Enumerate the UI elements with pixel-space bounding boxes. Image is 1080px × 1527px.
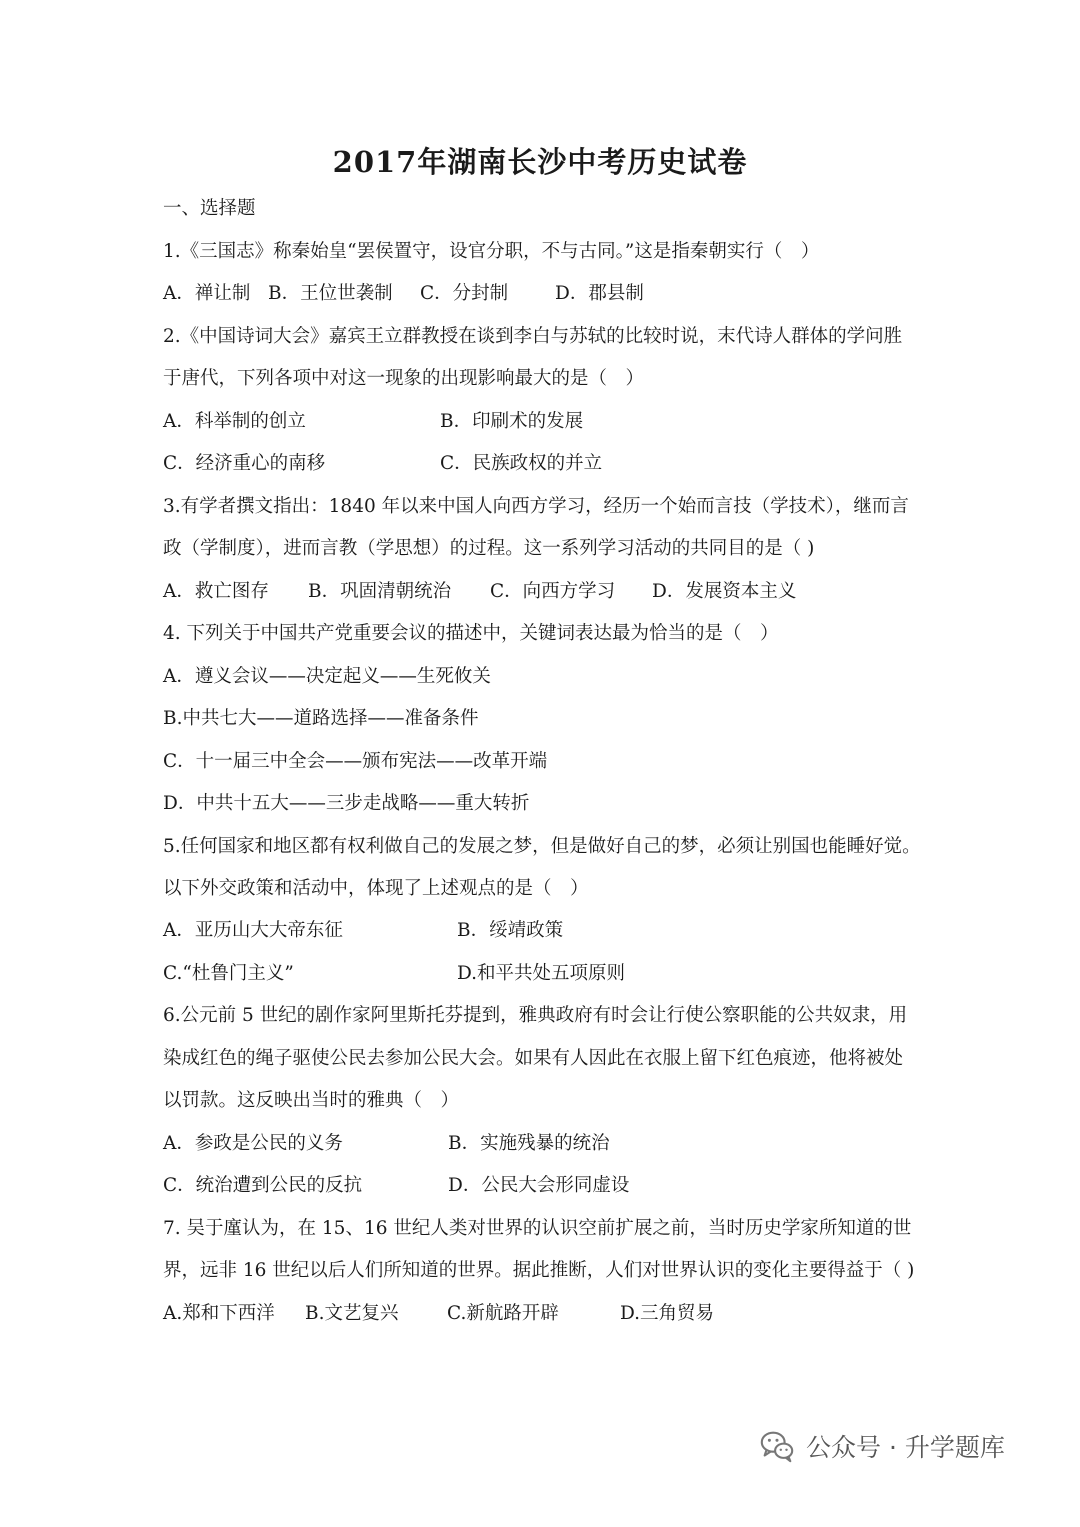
page-title: 2017年湖南长沙中考历史试卷 [332, 145, 748, 179]
question-5-option-d: D.和平共处五项原则 [457, 963, 626, 984]
question-7-stem-line-2: 界，远非 16 世纪以后人们所知道的世界。据此推断，人们对世界认识的变化主要得益于（ ) [163, 1260, 915, 1281]
question-4-option-c: C．十一届三中全会——颁布宪法——改革开端 [163, 751, 548, 772]
question-3-stem-line-1: 3.有学者撰文指出：1840 年以来中国人向西方学习，经历一个始而言技（学技术），继而言 [163, 496, 909, 517]
question-5-stem-line-1: 5.任何国家和地区都有权利做自己的发展之梦，但是做好自己的梦，必须让别国也能睡好觉。 [163, 836, 921, 857]
question-3-option-b: B．巩固清朝统治 [308, 581, 452, 602]
question-3-option-c: C．向西方学习 [490, 581, 616, 602]
question-2-option-c: C．经济重心的南移 [163, 453, 326, 474]
question-4-stem: 4. 下列关于中国共产党重要会议的描述中，关键词表达最为恰当的是（ ） [163, 623, 779, 644]
section-heading: 一、选择题 [163, 198, 256, 219]
watermark-text: 公众号 · 升学题库 [806, 1433, 1005, 1462]
watermark [758, 1425, 1005, 1467]
question-2-stem-line-1: 2.《中国诗词大会》嘉宾王立群教授在谈到李白与苏轼的比较时说，末代诗人群体的学问胜 [163, 326, 903, 347]
question-5-stem-line-2: 以下外交政策和活动中，体现了上述观点的是（ ） [163, 878, 589, 899]
question-7-stem-line-1: 7. 吴于廑认为，在 15、16 世纪人类对世界的认识空前扩展之前，当时历史学家所知道的世 [163, 1218, 912, 1239]
question-6-stem-line-1: 6.公元前 5 世纪的剧作家阿里斯托芬提到，雅典政府有时会让行使公察职能的公共奴隶，用 [163, 1005, 908, 1026]
question-6-option-c: C．统治遭到公民的反抗 [163, 1175, 363, 1196]
question-7-option-a: A.郑和下西洋 [163, 1303, 275, 1324]
question-5-option-a: A．亚历山大大帝东征 [163, 920, 343, 941]
question-1-option-b: B．王位世袭制 [268, 283, 393, 304]
question-5-option-c: C.“杜鲁门主义” [163, 963, 294, 984]
question-5-option-b: B．绥靖政策 [457, 920, 564, 941]
wechat-icon [758, 1427, 796, 1465]
question-1-option-d: D．郡县制 [555, 283, 644, 304]
question-3-option-a: A．救亡图存 [163, 581, 269, 602]
question-1-option-a: A．禅让制 [163, 283, 251, 304]
question-6-stem-line-2: 染成红色的绳子驱使公民去参加公民大会。如果有人因此在衣服上留下红色痕迹，他将被处 [163, 1048, 904, 1069]
question-6-option-d: D．公民大会形同虚设 [448, 1175, 630, 1196]
question-7-option-c: C.新航路开辟 [447, 1303, 559, 1324]
question-2-option-a: A．科举制的创立 [163, 411, 306, 432]
question-6-stem-line-3: 以罚款。这反映出当时的雅典（ ） [163, 1090, 460, 1111]
question-1-option-c: C．分封制 [420, 283, 509, 304]
question-2-stem-line-2: 于唐代，下列各项中对这一现象的出现影响最大的是（ ） [163, 368, 645, 389]
question-4-option-d: D．中共十五大——三步走战略——重大转折 [163, 793, 530, 814]
question-4-option-b: B.中共七大——道路选择——准备条件 [163, 708, 479, 729]
question-3-option-d: D．发展资本主义 [652, 581, 797, 602]
question-3-stem-line-2: 政（学制度），进而言教（学思想）的过程。这一系列学习活动的共同目的是（ ) [163, 538, 815, 559]
question-4-option-a: A．遵义会议——决定起义——生死攸关 [163, 666, 491, 687]
question-1-stem: 1.《三国志》称秦始皇“罢侯置守，设官分职，不与古同。”这是指秦朝实行（ ） [163, 241, 820, 262]
question-7-option-d: D.三角贸易 [620, 1303, 715, 1324]
question-6-option-a: A．参政是公民的义务 [163, 1133, 343, 1154]
question-6-option-b: B．实施残暴的统治 [448, 1133, 610, 1154]
question-7-option-b: B.文艺复兴 [305, 1303, 399, 1324]
question-2-option-b: B．印刷术的发展 [440, 411, 584, 432]
question-2-option-d: C．民族政权的并立 [440, 453, 603, 474]
